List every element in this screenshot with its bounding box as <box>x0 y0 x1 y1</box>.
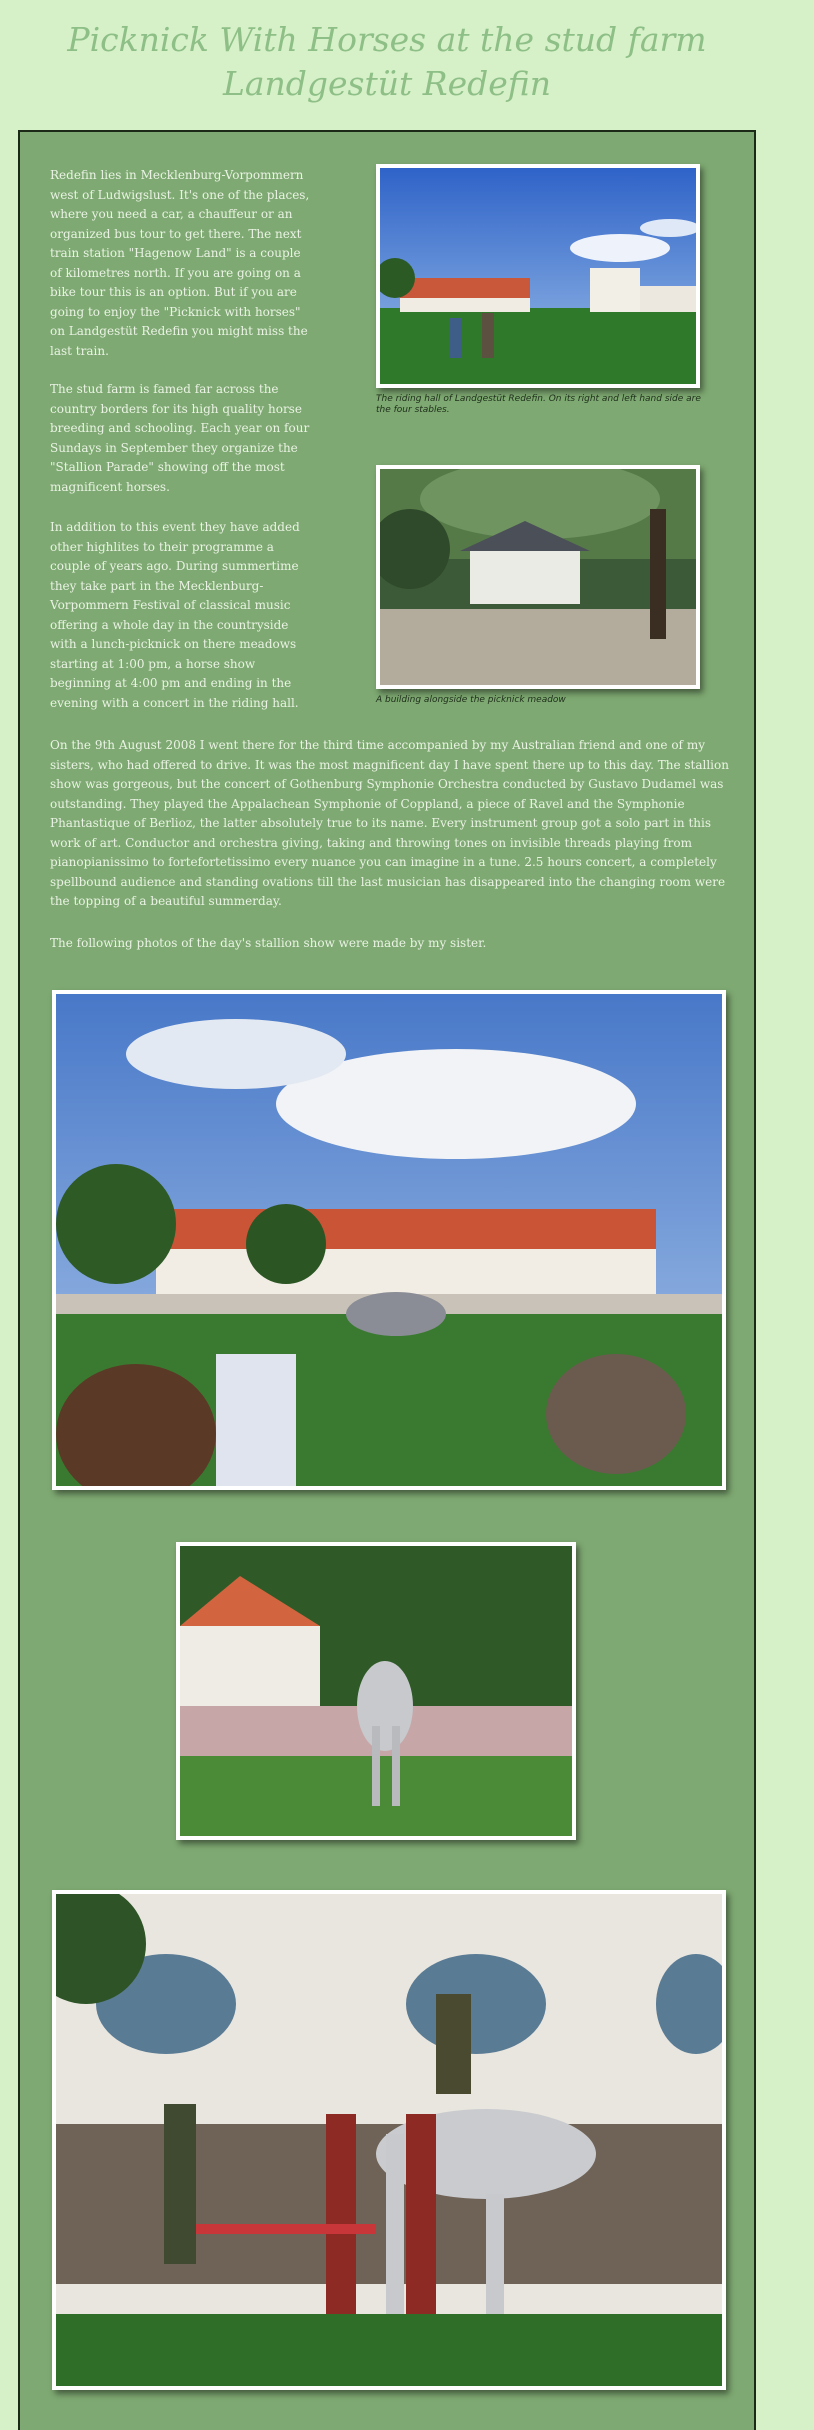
stallion-show-image-3 <box>56 1894 722 2386</box>
page-title <box>0 18 774 106</box>
content-panel <box>18 130 756 2430</box>
concert-paragraph: On the 9th August 2008 I went there for the third time accompanied by my Australian friend and one of my sisters, who had offered to drive. It was the most magnificent day I have spent there up to this day. The stallion show was gorgeous, but the concert of Gothenburg Symphonie Orchestra conducted by Gustavo Dudamel was outstanding. They played the Appalachean Symphonie of Coppland, a piece of Ravel and the Symphonie Phantastique of Berlioz, the latter absolutely true to its name. Every instrument group got a solo part in this work of art. Conductor and orchestra giving, taking and throwing tones on invisible threads playing from pianopianissimo to fortefortetissimo every nuance you can imagine in a tune. 2.5 hours concert, a completely spellbound audience and standing ovations till the last musician has disappeared into the changing room were the topping of a beautiful summerday. <box>50 738 729 908</box>
intro-paragraph: Redefin lies in Mecklenburg-Vorpommern west of Ludwigslust. It's one of the places, where you need a car, a chauffeur or an organized bus tour to get there. The next train station "Hagenow Land" is a couple of kilometres north. If you are going on a bike tour this is an option. But if you are going to enjoy the "Picknick with horses" on Landgestüt Redefin you might miss the last train. <box>50 168 310 358</box>
riding-hall-photo[interactable] <box>376 164 700 388</box>
photos-intro-paragraph: The following photos of the day's stallion show were made by my sister. <box>50 936 487 950</box>
meadow-building-caption: A building alongside the picknick meadow <box>376 695 566 705</box>
stud-farm-paragraph: The stud farm is famed far across the country borders for its high quality horse breeding and schooling. Each year on four Sundays in September they organize the "Stallion Parade" showing off the most magnificent horses. <box>50 382 310 494</box>
meadow-building-photo[interactable] <box>376 465 700 689</box>
meadow-building-image <box>380 469 696 685</box>
highlights-paragraph: In addition to this event they have added other highlites to their programme a couple of years ago. During summertime they take part in the Mecklenburg-Vorpommern Festival of classical music offering a whole day in the countryside with a lunch-picknick on there meadows starting at 1:00 pm, a horse show beginning at 4:00 pm and ending in the evening with a concert in the riding hall. <box>50 520 300 710</box>
page-title-line2: Landgestüt Redefin <box>222 64 552 103</box>
stallion-show-photo-1[interactable] <box>52 990 726 1490</box>
stallion-show-photo-2[interactable] <box>176 1542 576 1840</box>
page-title-line1: Picknick With Horses at the stud farm <box>67 20 707 59</box>
stallion-show-image-1 <box>56 994 722 1486</box>
stallion-show-photo-3[interactable] <box>52 1890 726 2390</box>
riding-hall-caption: The riding hall of Landgestüt Redefin. On its right and left hand side are the four stables. <box>376 394 701 415</box>
stallion-show-image-2 <box>180 1546 572 1836</box>
riding-hall-image <box>380 168 696 384</box>
